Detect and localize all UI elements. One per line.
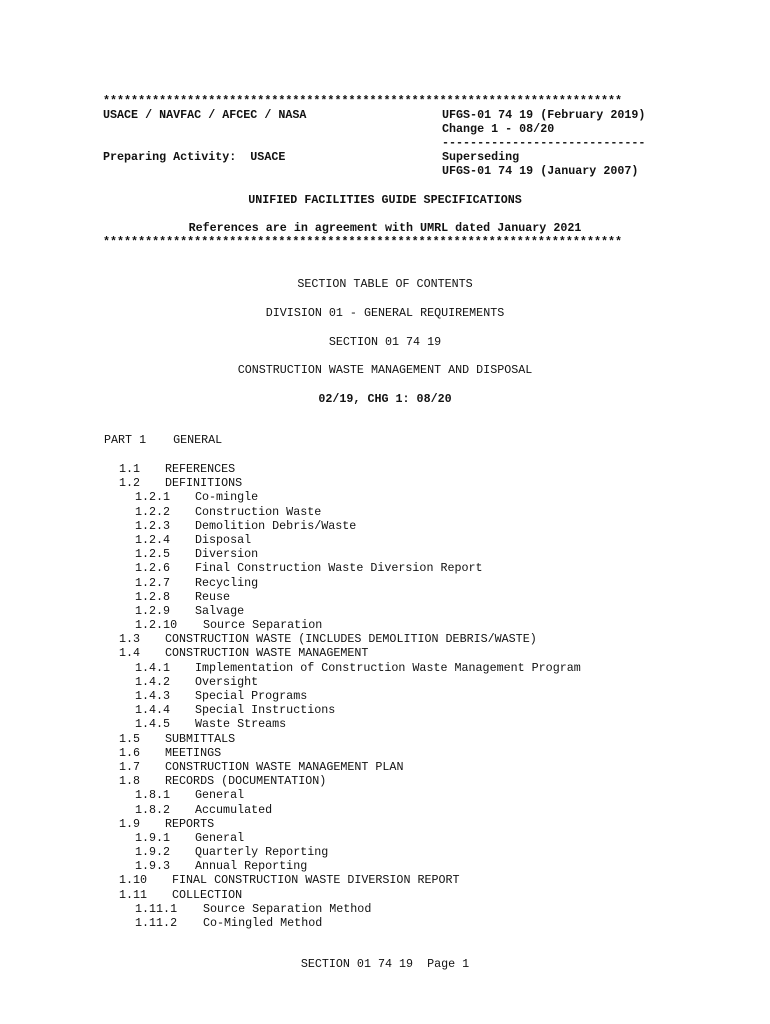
toc-entry-title: Source Separation Method [203,901,372,916]
ufgs-designation: UFGS-01 74 19 (February 2019) [442,108,646,122]
section-date: 02/19, CHG 1: 08/20 [318,392,452,406]
part-title: GENERAL [173,433,223,447]
toc-entry[interactable] [103,888,703,902]
toc-entry-title: Demolition Debris/Waste [195,518,357,533]
toc-entry-title: General [195,788,245,803]
toc-entry-title: Source Separation [203,618,323,633]
part-heading [104,433,222,447]
superseded-designation: UFGS-01 74 19 (January 2007) [442,164,639,178]
toc-entry[interactable] [103,547,703,561]
toc-entry-number: 1.2.10 [135,618,178,633]
toc-entry-title: CONSTRUCTION WASTE MANAGEMENT PLAN [165,759,404,774]
toc-entry-title: Construction Waste [195,504,322,519]
toc-entry[interactable] [103,476,703,490]
toc-entry-title: COLLECTION [172,887,243,902]
toc-entry-number: 1.8.2 [135,802,171,817]
toc-entry[interactable] [103,732,703,746]
toc-entry-number: 1.9.3 [135,859,171,874]
toc-entry[interactable] [103,561,703,575]
toc-entry[interactable] [103,746,703,760]
toc-entry-title: Waste Streams [195,717,287,732]
toc-entry[interactable] [103,533,703,547]
division-title: DIVISION 01 - GENERAL REQUIREMENTS [265,306,505,320]
section-number: SECTION 01 74 19 [328,335,442,349]
toc-entry-title: Final Construction Waste Diversion Report [195,561,483,576]
toc-entry-number: 1.4.4 [135,703,171,718]
bottom-asterisk-rule: ************************************************************************** [103,235,623,249]
toc-entry[interactable] [103,817,703,831]
toc-entry[interactable] [103,831,703,845]
toc-entry-number: 1.2.3 [135,518,171,533]
toc-entry-title: Disposal [195,532,252,547]
change-label: Change 1 - 08/20 [442,122,555,136]
toc-entry[interactable] [103,717,703,731]
toc-title: SECTION TABLE OF CONTENTS [297,277,473,291]
toc-entry-number: 1.8.1 [135,788,171,803]
toc-entry[interactable] [103,604,703,618]
toc-entry[interactable] [103,490,703,504]
toc-entry[interactable] [103,462,703,476]
toc-entry[interactable] [103,774,703,788]
toc-entry-title: Special Instructions [195,703,336,718]
part-number: PART 1 [104,433,147,447]
toc-entry-title: CONSTRUCTION WASTE (INCLUDES DEMOLITION DEBRIS/WASTE) [165,632,537,647]
toc-entry-title: FINAL CONSTRUCTION WASTE DIVERSION REPORT [172,873,460,888]
toc-list [103,462,703,930]
toc-entry-number: 1.4 [119,646,141,661]
toc-entry[interactable] [103,646,703,660]
toc-entry[interactable] [103,576,703,590]
toc-entry-title: Reuse [195,589,231,604]
toc-entry-number: 1.3 [119,632,141,647]
toc-entry-title: Implementation of Construction Waste Management Program [195,660,581,675]
toc-entry-number: 1.2.6 [135,561,171,576]
toc-entry-number: 1.4.3 [135,689,171,703]
toc-entry-title: Salvage [195,603,245,618]
guide-specifications-title: UNIFIED FACILITIES GUIDE SPECIFICATIONS [248,193,522,207]
toc-entry-number: 1.4.2 [135,674,171,689]
toc-entry-number: 1.11.2 [135,916,178,930]
toc-entry-number: 1.11.1 [135,901,178,916]
toc-entry-title: Accumulated [195,802,273,817]
toc-entry[interactable] [103,689,703,703]
toc-entry-title: Co-Mingled Method [203,916,323,930]
toc-entry[interactable] [103,675,703,689]
toc-entry-number: 1.9.1 [135,830,171,845]
toc-entry-title: Recycling [195,575,259,590]
toc-entry[interactable] [103,859,703,873]
toc-entry-title: REFERENCES [165,462,236,476]
toc-entry-number: 1.2.1 [135,490,171,505]
toc-entry[interactable] [103,916,703,930]
preparing-activity-label: Preparing Activity: USACE [103,150,286,164]
toc-entry-number: 1.2 [119,476,141,491]
references-note: References are in agreement with UMRL dated January 2021 [188,221,582,235]
toc-entry-number: 1.2.4 [135,532,171,547]
toc-entry-title: Annual Reporting [195,859,308,874]
toc-entry-number: 1.2.7 [135,575,171,590]
toc-entry[interactable] [103,788,703,802]
section-title: CONSTRUCTION WASTE MANAGEMENT AND DISPOSAL [237,363,533,377]
toc-entry-number: 1.7 [119,759,141,774]
toc-entry-number: 1.4.5 [135,717,171,732]
superseding-label: Superseding [442,150,520,164]
toc-entry[interactable] [103,760,703,774]
toc-entry-title: SUBMITTALS [165,731,236,746]
toc-entry-number: 1.9 [119,816,141,831]
toc-entry-title: Oversight [195,674,259,689]
toc-entry-title: REPORTS [165,816,215,831]
toc-entry-number: 1.2.5 [135,547,171,562]
toc-entry[interactable] [103,703,703,717]
toc-entry-number: 1.6 [119,745,141,760]
toc-entry[interactable] [103,873,703,887]
toc-entry-number: 1.10 [119,873,148,888]
toc-entry-number: 1.4.1 [135,660,171,675]
toc-entry-number: 1.2.8 [135,589,171,604]
toc-entry-title: DEFINITIONS [165,476,243,491]
toc-entry-number: 1.9.2 [135,845,171,860]
toc-entry-title: RECORDS (DOCUMENTATION) [165,774,327,789]
toc-entry-title: CONSTRUCTION WASTE MANAGEMENT [165,646,369,661]
top-asterisk-rule: ************************************************************************** [103,94,623,108]
toc-entry-title: MEETINGS [165,745,222,760]
toc-entry[interactable] [103,803,703,817]
toc-entry-title: Quarterly Reporting [195,845,329,860]
toc-entry-number: 1.2.2 [135,504,171,519]
superseding-rule: ----------------------------- [442,136,646,150]
toc-entry-number: 1.2.9 [135,603,171,618]
toc-entry[interactable] [103,661,703,675]
toc-entry-number: 1.5 [119,731,141,746]
toc-entry-number: 1.1 [119,462,141,476]
toc-entry-title: Diversion [195,547,259,562]
toc-entry-title: Co-mingle [195,490,259,505]
toc-entry-title: General [195,830,245,845]
page-footer: SECTION 01 74 19 Page 1 [300,957,470,971]
toc-entry[interactable] [103,845,703,859]
toc-entry[interactable] [103,590,703,604]
toc-entry-title: Special Programs [195,689,308,703]
toc-entry[interactable] [103,632,703,646]
toc-entry[interactable] [103,519,703,533]
toc-entry-number: 1.8 [119,774,141,789]
toc-entry[interactable] [103,618,703,632]
toc-entry[interactable] [103,902,703,916]
agencies-label: USACE / NAVFAC / AFCEC / NASA [103,108,307,122]
toc-entry[interactable] [103,505,703,519]
toc-entry-number: 1.11 [119,887,148,902]
